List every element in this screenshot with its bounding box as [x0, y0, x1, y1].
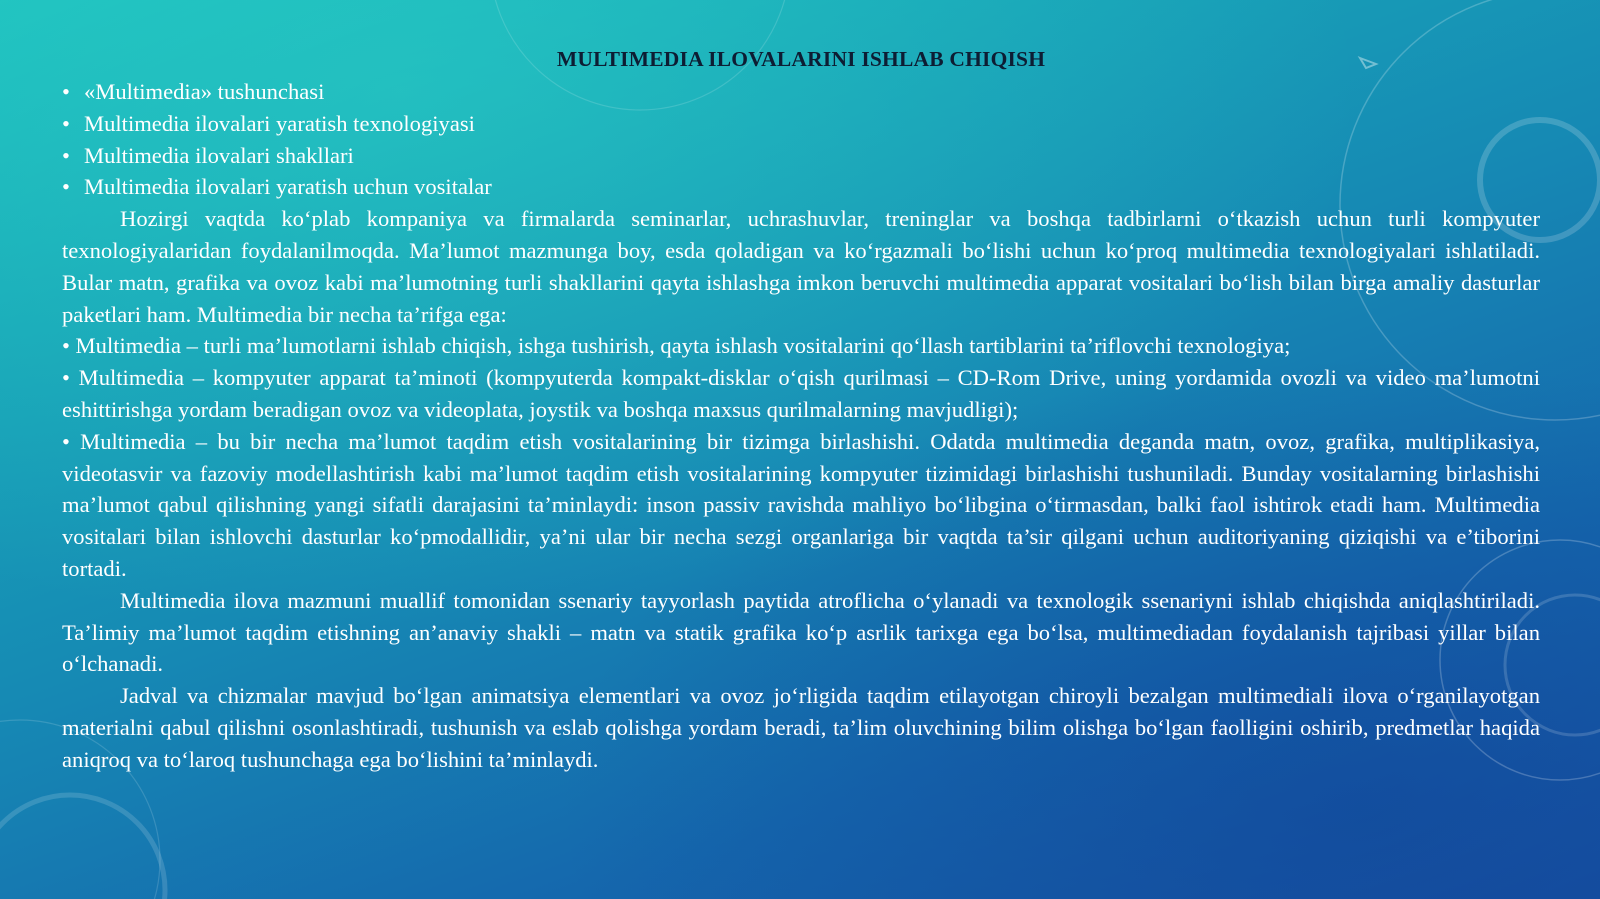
topic-text: Multimedia ilovalari shakllari [84, 142, 354, 168]
topic-item [62, 108, 1540, 140]
bullet-marker: • [62, 79, 70, 104]
definition-paragraph-2: • Multimedia – kompyuter apparat ta’minoti (kompyuterda kompakt-disklar o‘qish qurilmasi – CD-Rom Drive, uning yordamida ovozli va video ma’lumotni eshittirishga yordam beradigan ovoz va videoplata, joystik va boshqa maxsus qurilmalarning mavjudligi); [62, 365, 1540, 422]
topic-list [62, 76, 1540, 203]
closing-paragraph: Jadval va chizmalar mavjud bo‘lgan animatsiya elementlari va ovoz jo‘rligida taqdim etilayotgan chiroyli bezalgan multimediali ilova o‘rganilayotgan materialni qabul qilishni osonlashtiradi, tushunish va eslab qolishga yordam beradi, ta’lim oluvchining bilim olishga bo‘lgan faolligini oshirib, predmetlar haqida aniqroq va to‘laroq tushunchaga ega bo‘lishini ta’minlaydi. [62, 683, 1540, 772]
topic-text: Multimedia ilovalari yaratish uchun vositalar [84, 174, 492, 200]
slide-content [62, 44, 1540, 776]
slide-title: MULTIMEDIA ILOVALARINI ISHLAB CHIQISH [556, 47, 1046, 71]
topic-item [62, 140, 1540, 172]
topic-item [62, 76, 1540, 108]
content-paragraph: Multimedia ilova mazmuni muallif tomonidan ssenariy tayyorlash paytida atroflicha o‘ylanadi va texnologik ssenariyni ishlab chiqishda aniqlashtiriladi. Ta’limiy ma’lumot taqdim etishning an’anaviy shakli – matn va statik grafika ko‘p asrlik tarixga ega bo‘lsa, multimediadan foydalanish tajribasi yillar bilan o‘lchanadi. [62, 587, 1540, 677]
bullet-marker: • [62, 174, 70, 200]
topic-text: Multimedia ilovalari yaratish texnologiyasi [84, 110, 475, 136]
topic-item [62, 171, 1540, 203]
topic-text: «Multimedia» tushunchasi [84, 79, 325, 104]
definition-paragraph-1: • Multimedia – turli ma’lumotlarni ishlab chiqish, ishga tushirish, qayta ishlash vositalarini qo‘llash tartiblarini ta’riflovchi texnologiya; [62, 333, 1291, 359]
bullet-marker: • [62, 142, 70, 168]
bullet-marker: • [62, 110, 70, 136]
definition-paragraph-3: • Multimedia – bu bir necha ma’lumot taqdim etish vositalarining bir tizimga birlashishi. Odatda multimedia deganda matn, ovoz, grafika, multiplikasiya, videotasvir va fazoviy modellashtirish kabi ma’lumot taqdim etish vositalarining kompyuter tizimidagi birlashishi tushuniladi. Bunday vositalarning birlashishi ma’lumot qabul qilishning yangi sifatli darajasini ta’minlaydi: inson passiv ravishda mahliyo bo‘libgina o‘tirmasdan, balki faol ishtirok etadi ham. Multimedia vositalari bilan ishlovchi dasturlar ko‘pmodallidir, ya’ni ular bir necha sezgi organlariga bir vaqtda ta’sir qilgani uchun auditoriyaning qiziqishi va e’tiborini tortadi. [62, 428, 1540, 581]
intro-paragraph: Hozirgi vaqtda ko‘plab kompaniya va firmalarda seminarlar, uchrashuvlar, treninglar va boshqa tadbirlarni o‘tkazish uchun turli kompyuter texnologiyalaridan foydalanilmoqda. Ma’lumot mazmunga boy, esda qoladigan va ko‘rgazmali bo‘lishi uchun ko‘proq multimedia texnologiyalari ishlatiladi. Bular matn, grafika va ovoz kabi ma’lumotning turli shakllarini qayta ishlashga imkon beruvchi multimedia apparat vositalari bo‘lish bilan birga amaliy dasturlar paketlari ham. Multimedia bir necha ta’rifga ega: [62, 206, 1540, 327]
